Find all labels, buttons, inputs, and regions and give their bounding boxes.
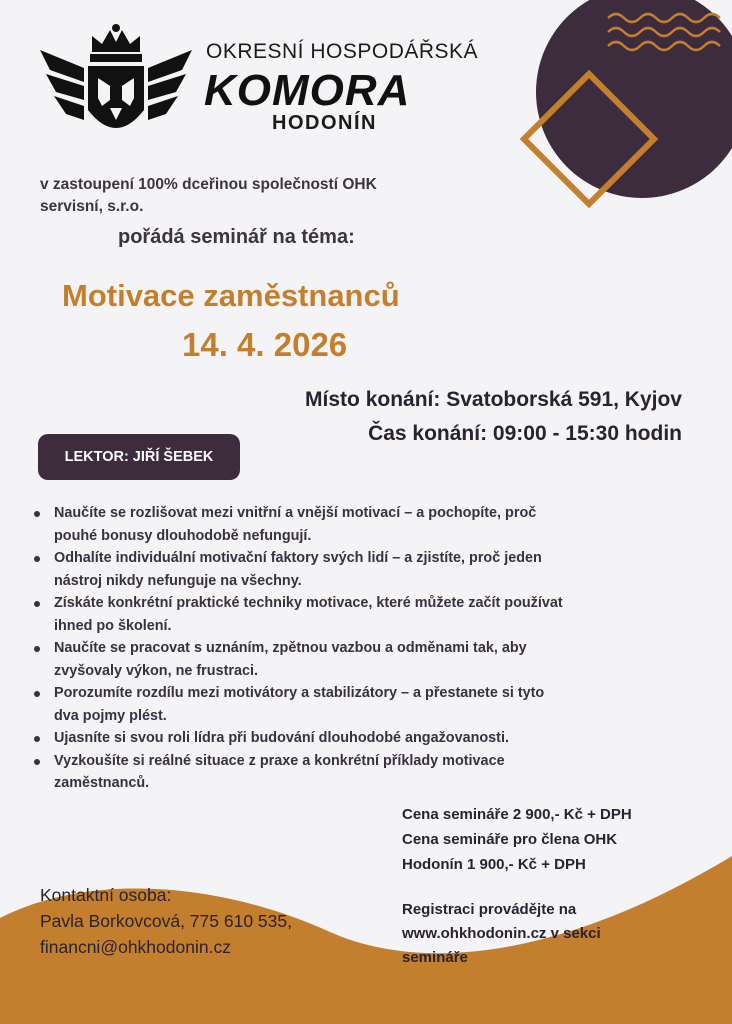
logo-text-line1: OKRESNÍ HOSPODÁŘSKÁ: [206, 40, 479, 63]
contact-info: [40, 882, 380, 960]
contact-email[interactable]: financni@ohkhodonin.cz: [40, 937, 231, 957]
logo-text-line2: KOMORA: [204, 66, 411, 115]
list-item-line: dva pojmy plést.: [54, 707, 167, 724]
list-item-line: zvyšovaly výkon, ne frustraci.: [54, 662, 258, 679]
list-item: [34, 547, 694, 592]
seminar-time: Čas konání: 09:00 - 15:30 hodin: [368, 422, 682, 445]
bullet-icon: [34, 691, 40, 697]
list-item-line: Odhalíte individuální motivační faktory svých lidí – a zjistíte, proč jeden: [54, 550, 542, 566]
seminar-place: Místo konání: Svatoborská 591, Kyjov: [305, 388, 682, 411]
list-item: [34, 727, 694, 750]
intro-line2: servisní, s.r.o.: [40, 198, 144, 215]
list-item: [34, 502, 694, 547]
registration-link[interactable]: www.ohkhodonin.cz v sekci: [402, 925, 601, 942]
list-item: [34, 592, 694, 637]
benefits-list: [34, 502, 694, 795]
bullet-icon: [34, 759, 40, 765]
intro-line1: v zastoupení 100% dceřinou společností OHK: [40, 176, 377, 193]
subtitle: pořádá seminář na téma:: [118, 226, 355, 248]
lector-badge: LEKTOR: JIŘÍ ŠEBEK: [38, 434, 240, 480]
bullet-icon: [34, 736, 40, 742]
contact-label: Kontaktní osoba:: [40, 885, 172, 905]
price-line: Cena semináře pro člena OHK: [402, 831, 618, 848]
registration-info: [402, 898, 722, 970]
list-item-line: pouhé bonusy dlouhodobě nefungují.: [54, 527, 312, 544]
list-item-line: Vyzkoušíte si reálné situace z praxe a konkrétní příklady motivace: [54, 752, 505, 769]
list-item-line: ihned po školení.: [54, 617, 172, 634]
seminar-title: Motivace zaměstnanců: [62, 278, 400, 313]
bullet-icon: [34, 601, 40, 607]
price-info: [402, 802, 722, 877]
bullet-icon: [34, 646, 40, 652]
contact-name-phone: Pavla Borkovcová, 775 610 535,: [40, 911, 292, 931]
list-item: [34, 750, 694, 795]
list-item-line: zaměstnanců.: [54, 775, 150, 791]
registration-line: Registraci provádějte na: [402, 901, 577, 918]
list-item-line: nástroj nikdy nefunguje na všechny.: [54, 572, 302, 589]
list-item: [34, 682, 694, 727]
bullet-icon: [34, 511, 40, 517]
list-item-line: Ujasníte si svou roli lídra při budování dlouhodobé angažovanosti.: [54, 730, 509, 746]
list-item-line: Naučíte se rozlišovat mezi vnitřní a vnější motivací – a pochopíte, proč: [54, 505, 537, 521]
list-item-line: Porozumíte rozdílu mezi motivátory a stabilizátory – a přestanete si tyto: [54, 685, 545, 701]
logo-text-line3: HODONÍN: [272, 112, 377, 134]
intro-text: [40, 174, 500, 218]
chamber-logo: [36, 22, 479, 152]
price-line: Cena semináře 2 900,- Kč + DPH: [402, 806, 632, 823]
registration-line: semináře: [402, 949, 468, 966]
crowned-lion-emblem-icon: [36, 22, 196, 146]
bullet-icon: [34, 556, 40, 562]
list-item-line: Získáte konkrétní praktické techniky motivace, které můžete začít používat: [54, 595, 563, 611]
list-item-line: Naučíte se pracovat s uznáním, zpětnou vazbou a odměnami tak, aby: [54, 640, 527, 656]
price-line: Hodonín 1 900,- Kč + DPH: [402, 856, 586, 873]
list-item: [34, 637, 694, 682]
seminar-date: 14. 4. 2026: [182, 326, 348, 363]
